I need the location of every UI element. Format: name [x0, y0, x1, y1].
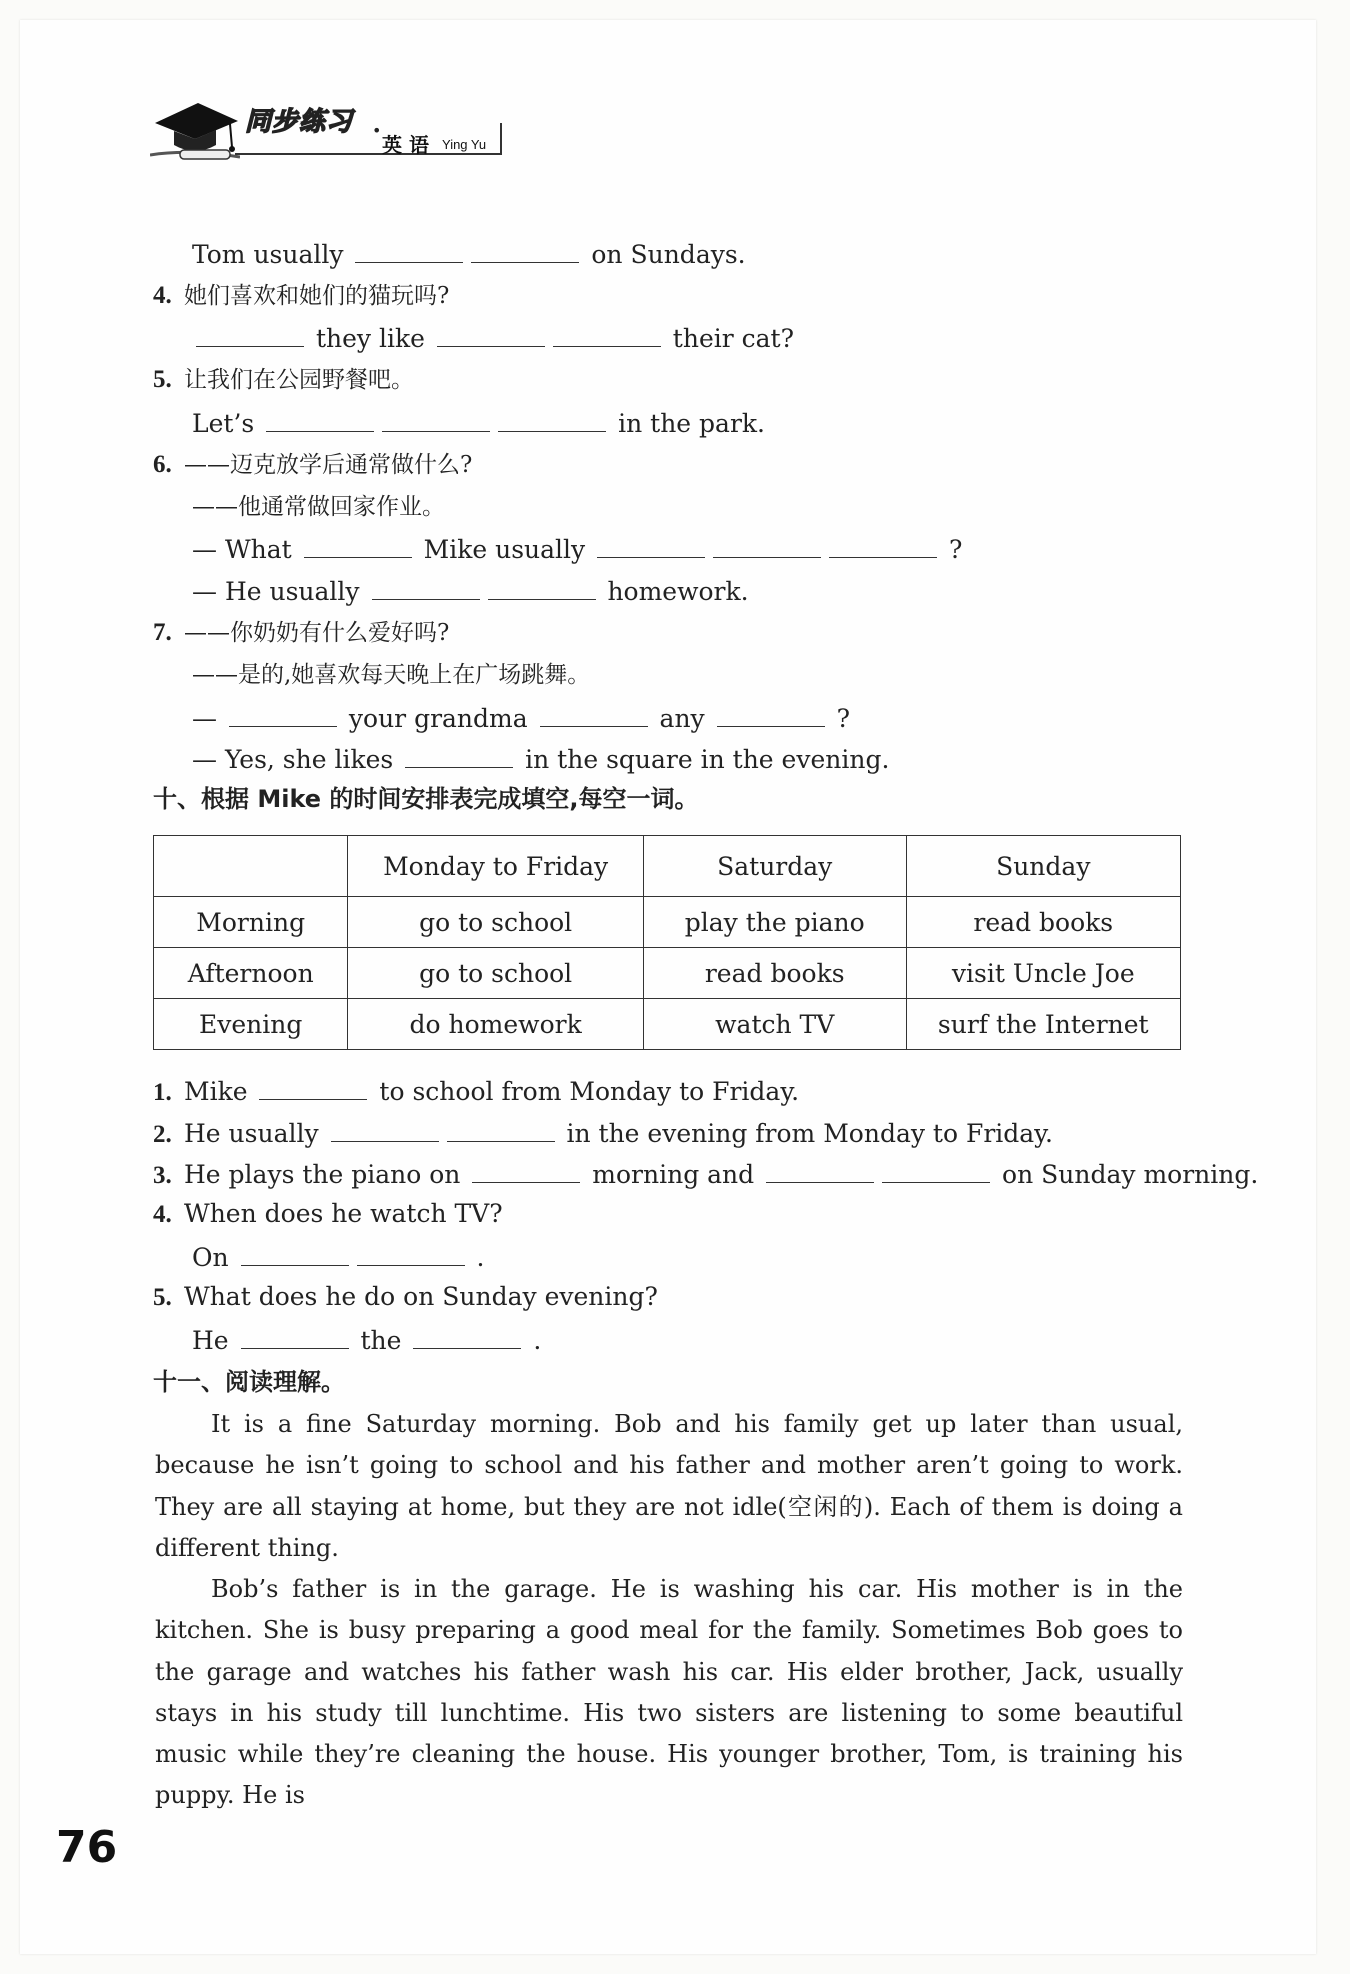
subject-pinyin: Ying Yu [442, 137, 487, 152]
prompt-text: — [192, 704, 225, 733]
answer-blank[interactable] [472, 1158, 580, 1183]
prompt-text: What does he do on Sunday evening? [184, 1282, 658, 1311]
answer-blank[interactable] [355, 238, 463, 263]
line-q6cn2 [192, 491, 445, 522]
answer-blank[interactable] [304, 533, 412, 558]
line-q6cn1 [153, 449, 472, 480]
book-header: 同步练习 • 英 语 Ying Yu [150, 95, 510, 163]
answer-blank[interactable] [357, 1241, 465, 1266]
answer-blank[interactable] [372, 575, 480, 600]
line-q4cn [153, 280, 449, 311]
line-l1 [192, 238, 746, 270]
prompt-text: . [468, 1243, 485, 1272]
prompt-text: in the evening from Monday to Friday. [558, 1119, 1053, 1148]
prompt-text: On [192, 1243, 237, 1272]
answer-blank[interactable] [405, 743, 513, 768]
prompt-text: the [352, 1326, 410, 1355]
table-cell: surf the Internet [906, 999, 1180, 1050]
column-header: Sunday [906, 836, 1180, 897]
answer-blank[interactable] [196, 322, 304, 347]
table-cell: go to school [348, 897, 644, 948]
question-number: 7. [153, 619, 178, 646]
question-number: 3. [153, 1162, 178, 1189]
prompt-text: . [525, 1326, 542, 1355]
answer-blank[interactable] [717, 702, 825, 727]
table-cell: do homework [348, 999, 644, 1050]
row-header: Morning [154, 897, 348, 948]
answer-blank[interactable] [331, 1117, 439, 1142]
table-cell: play the piano [643, 897, 906, 948]
prompt-text: Mike [184, 1077, 256, 1106]
answer-blank[interactable] [498, 407, 606, 432]
table-cell: read books [906, 897, 1180, 948]
prompt-text: ? [828, 704, 850, 733]
prompt-text: Mike usually [415, 535, 594, 564]
chinese-prompt: ——迈克放学后通常做什么? [184, 452, 473, 478]
line-q5en [192, 407, 765, 439]
question-s4a [192, 1241, 484, 1273]
table-row [154, 897, 1181, 948]
answer-blank[interactable] [447, 1117, 555, 1142]
table-cell: go to school [348, 948, 644, 999]
question-s3 [153, 1158, 1258, 1191]
prompt-text: — Yes, she likes [192, 745, 402, 774]
line-q7en1 [192, 702, 850, 734]
answer-blank[interactable] [259, 1075, 367, 1100]
answer-blank[interactable] [266, 407, 374, 432]
answer-blank[interactable] [540, 702, 648, 727]
prompt-text: they like [308, 324, 433, 353]
line-q7cn1 [153, 617, 449, 648]
prompt-text: He plays the piano on [184, 1160, 469, 1189]
prompt-text: morning and [584, 1160, 763, 1189]
answer-blank[interactable] [488, 575, 596, 600]
question-number: 2. [153, 1121, 178, 1148]
answer-blank[interactable] [382, 407, 490, 432]
table-cell: watch TV [643, 999, 906, 1050]
prompt-text: any [651, 704, 713, 733]
answer-blank[interactable] [437, 322, 545, 347]
prompt-text: in the park. [610, 409, 766, 438]
prompt-text: on Sunday morning. [994, 1160, 1259, 1189]
column-header [154, 836, 348, 897]
answer-blank[interactable] [766, 1158, 874, 1183]
question-s5 [153, 1282, 658, 1313]
question-s4 [153, 1199, 503, 1230]
line-q6en1 [192, 533, 962, 565]
answer-blank[interactable] [471, 238, 579, 263]
prompt-text: He [192, 1326, 237, 1355]
page-number: 76 [56, 1822, 118, 1873]
prompt-text: He usually [184, 1119, 327, 1148]
answer-blank[interactable] [241, 1324, 349, 1349]
question-s2 [153, 1117, 1053, 1150]
chinese-prompt: 她们喜欢和她们的猫玩吗? [184, 283, 450, 309]
reading-paragraph-2: Bob’s father is in the garage. He is washing his car. His mother is in the kitchen. She is busy preparing a good meal for the family. Sometimes Bob goes to the garage and watches his father wash his car. His elder brother, Jack, usually stays in his study till lunchtime. His two sisters are listening to some beautiful music while they’re cleaning the house. His younger brother, Tom, is training his puppy. He is [155, 1575, 1183, 1810]
column-header: Monday to Friday [348, 836, 644, 897]
question-number: 4. [153, 1201, 178, 1228]
question-s1 [153, 1075, 799, 1108]
prompt-text: your grandma [340, 704, 536, 733]
question-number: 6. [153, 451, 178, 478]
prompt-text: Tom usually [192, 240, 352, 269]
section-10-title: 十、根据 Mike 的时间安排表完成填空,每空一词。 [153, 785, 699, 813]
row-header: Evening [154, 999, 348, 1050]
chinese-prompt: 让我们在公园野餐吧。 [184, 367, 414, 393]
answer-blank[interactable] [241, 1241, 349, 1266]
book-series-title: 同步练习 [245, 107, 354, 137]
prompt-text: ? [941, 535, 963, 564]
question-s5a [192, 1324, 541, 1356]
table-cell: read books [643, 948, 906, 999]
prompt-text: their cat? [664, 324, 794, 353]
line-q7cn2 [192, 659, 590, 690]
row-header: Afternoon [154, 948, 348, 999]
line-q4en [192, 322, 794, 354]
question-number: 5. [153, 366, 178, 393]
answer-blank[interactable] [882, 1158, 990, 1183]
reading-paragraph-1: It is a fine Saturday morning. Bob and his family get up later than usual, because he isn’t going to school and his father and mother aren’t going to work. They are all staying at home, but they are not idle(空闲的). Each of them is doing a different thing. [155, 1410, 1183, 1562]
column-header: Saturday [643, 836, 906, 897]
table-row [154, 948, 1181, 999]
chinese-prompt: ——你奶奶有什么爱好吗? [184, 620, 450, 646]
prompt-text: in the square in the evening. [517, 745, 890, 774]
answer-blank[interactable] [829, 533, 937, 558]
answer-blank[interactable] [229, 702, 337, 727]
prompt-text: to school from Monday to Friday. [371, 1077, 800, 1106]
schedule-table [153, 835, 1181, 1050]
prompt-text: — He usually [192, 577, 368, 606]
section-11-title: 十一、阅读理解。 [153, 1368, 345, 1396]
chinese-prompt: ——是的,她喜欢每天晚上在广场跳舞。 [192, 662, 591, 688]
prompt-text: — What [192, 535, 300, 564]
answer-blank[interactable] [553, 322, 661, 347]
prompt-text: homework. [599, 577, 749, 606]
question-number: 5. [153, 1284, 178, 1311]
answer-blank[interactable] [413, 1324, 521, 1349]
answer-blank[interactable] [713, 533, 821, 558]
chinese-prompt: ——他通常做回家作业。 [192, 494, 445, 520]
question-number: 1. [153, 1079, 178, 1106]
subject-label: 英 语 [382, 133, 429, 157]
table-cell: visit Uncle Joe [906, 948, 1180, 999]
prompt-text: on Sundays. [583, 240, 746, 269]
line-q7en2 [192, 743, 889, 775]
graduation-cap-icon [150, 95, 240, 165]
prompt-text: Let’s [192, 409, 263, 438]
answer-blank[interactable] [597, 533, 705, 558]
prompt-text: When does he watch TV? [184, 1199, 503, 1228]
line-q5cn [153, 364, 414, 395]
line-q6en2 [192, 575, 749, 607]
question-number: 4. [153, 282, 178, 309]
table-row [154, 999, 1181, 1050]
